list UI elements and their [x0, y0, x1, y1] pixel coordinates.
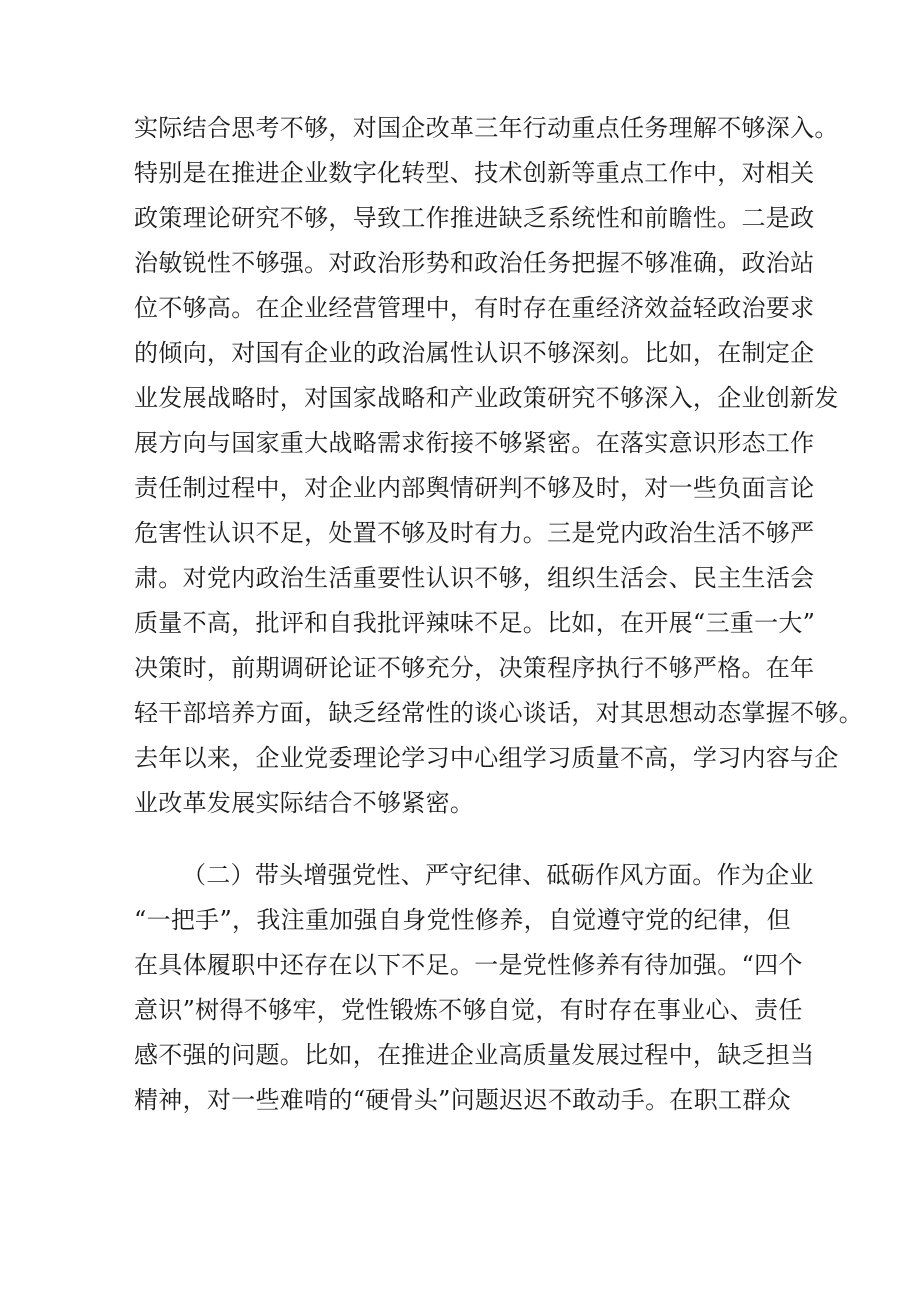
- text-line: 决策时，前期调研论证不够充分，决策程序执行不够严格。在年: [134, 654, 815, 682]
- text-line: 危害性认识不足，处置不够及时有力。三是党内政治生活不够严: [134, 519, 815, 547]
- text-line: 的倾向，对国有企业的政治属性认识不够深刻。比如，在制定企: [134, 339, 815, 367]
- text-line: 展方向与国家重大战略需求衔接不够紧密。在落实意识形态工作: [134, 429, 815, 457]
- text-line: 位不够高。在企业经营管理中，有时存在重经济效益轻政治要求: [134, 294, 815, 322]
- text-line: 政策理论研究不够，导致工作推进缺乏系统性和前瞻性。二是政: [134, 204, 815, 232]
- text-line: 治敏锐性不够强。对政治形势和政治任务把握不够准确，政治站: [134, 249, 815, 277]
- text-line: 特别是在推进企业数字化转型、技术创新等重点工作中，对相关: [134, 159, 815, 187]
- text-line: 业发展战略时，对国家战略和产业政策研究不够深入，企业创新发: [134, 384, 839, 412]
- section-heading-line: （二）带头增强党性、严守纪律、砥砺作风方面。作为企业: [182, 861, 814, 889]
- text-line: 肃。对党内政治生活重要性认识不够，组织生活会、民主生活会: [134, 564, 815, 592]
- text-line: 业改革发展实际结合不够紧密。: [134, 789, 475, 817]
- text-line: 去年以来，企业党委理论学习中心组学习质量不高，学习内容与企: [134, 744, 839, 772]
- text-line: 质量不高，批评和自我批评辣味不足。比如，在开展“三重一大”: [134, 609, 816, 637]
- text-line: 轻干部培养方面，缺乏经常性的谈心谈话，对其思想动态掌握不够。: [134, 699, 863, 727]
- text-line: 精神，对一些难啃的“硬骨头”问题迟迟不敢动手。在职工群众: [134, 1086, 791, 1114]
- text-line: 责任制过程中，对企业内部舆情研判不够及时，对一些负面言论: [134, 474, 815, 502]
- text-line: 实际结合思考不够，对国企改革三年行动重点任务理解不够深入。: [134, 114, 839, 142]
- text-line: “一把手”，我注重加强自身党性修养，自觉遵守党的纪律，但: [134, 906, 791, 934]
- text-line: 感不强的问题。比如，在推进企业高质量发展过程中，缺乏担当: [134, 1041, 815, 1069]
- text-line: 意识”树得不够牢，党性锻炼不够自觉，有时存在事业心、责任: [134, 996, 803, 1024]
- text-line: 在具体履职中还存在以下不足。一是党性修养有待加强。“四个: [134, 951, 803, 979]
